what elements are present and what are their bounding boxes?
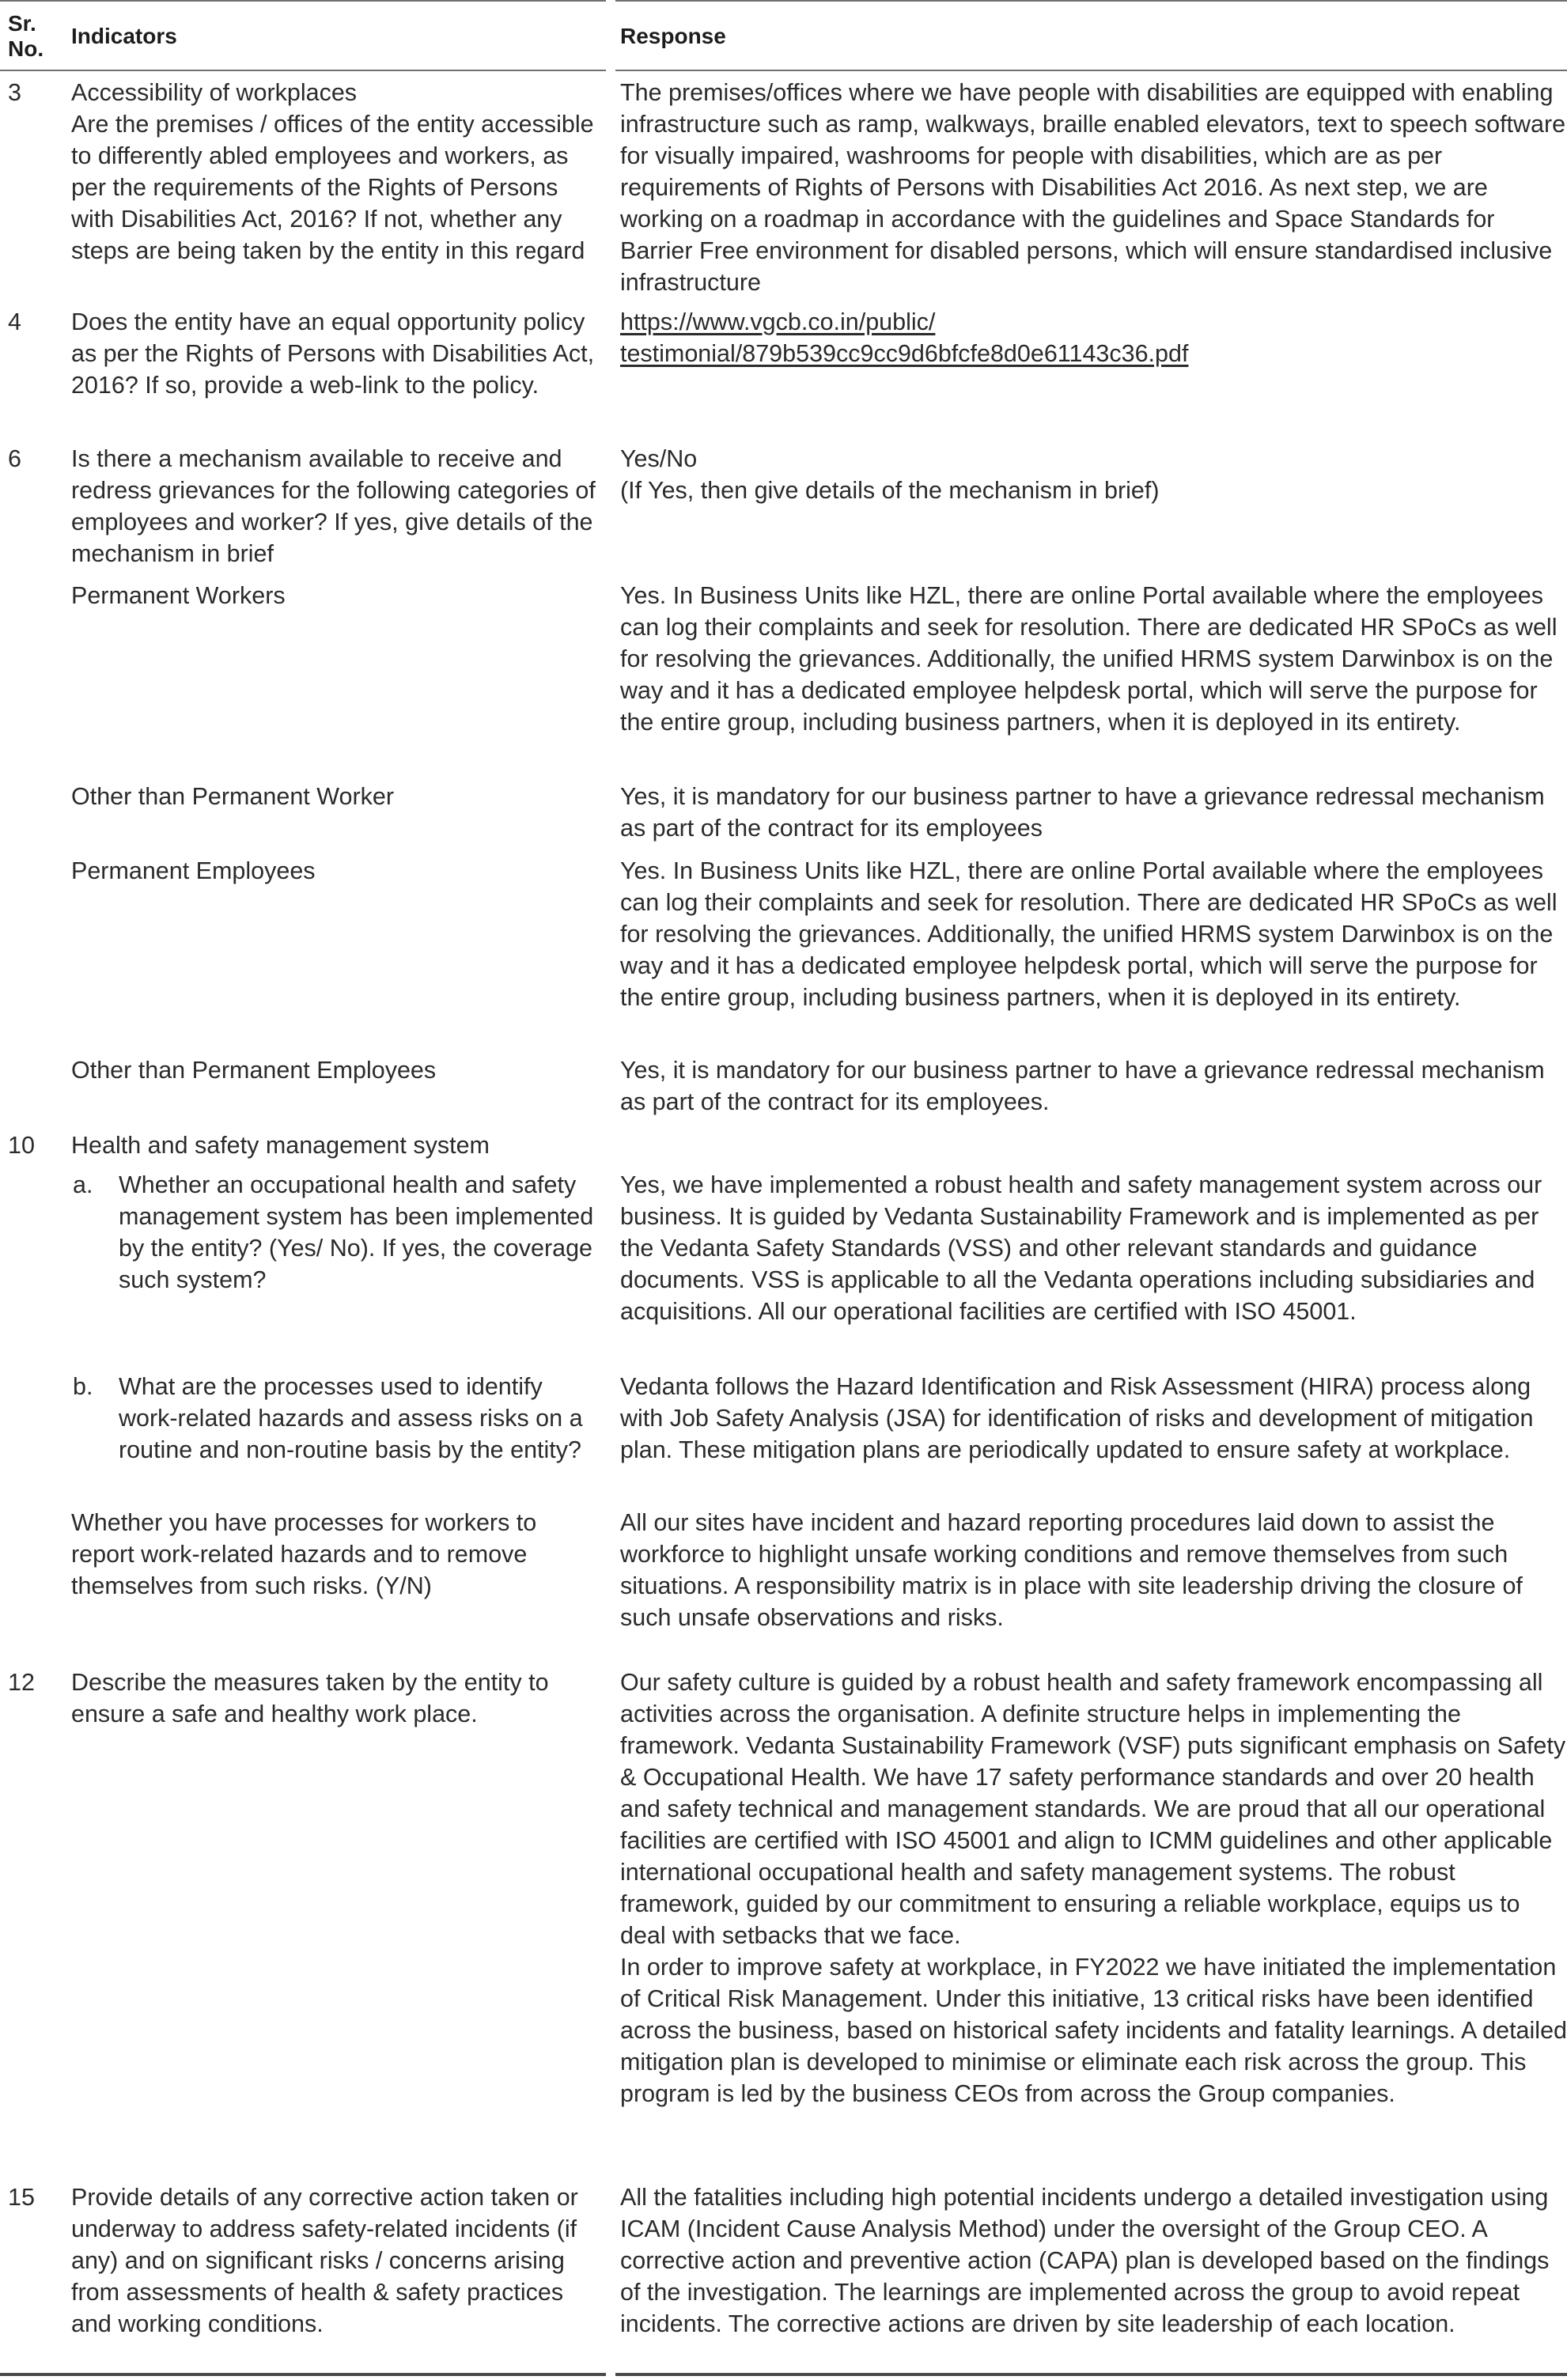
header-rule-left <box>0 70 606 71</box>
sub-item-letter: a. <box>73 1171 93 1198</box>
indicator-cell: Is there a mechanism available to receive and redress grievances for the following categories of employees and worker? If yes, give details of the mechanism in brief <box>71 445 596 567</box>
indicator-cell: Whether you have processes for workers to report work-related hazards and to remove themselves from such risks. (Y/N) <box>71 1509 537 1599</box>
response-cell: Yes, we have implemented a robust health and safety management system across our business. It is guided by Vedanta Sustainability Framework and is implemented as per the Vedanta Safety Standards (VSS) and other relevant standards and guidance documents. VSS is applicable to all the Vedanta operations including subsidiaries and acquisitions. All our operational facilities are certified with ISO 45001. <box>620 1171 1542 1325</box>
response-cell <box>620 306 1567 369</box>
header-response: Response <box>620 24 726 48</box>
row-number: 12 <box>8 1669 35 1696</box>
indicator-cell: Permanent Workers <box>71 582 286 609</box>
response-cell <box>620 443 1567 506</box>
sub-item-letter: b. <box>73 1373 93 1400</box>
indicator-cell: Provide details of any corrective action taken or underway to address safety-related incidents (if any) and on significant risks / concerns arising from assessments of health & safety practices and working conditions. <box>71 2184 578 2337</box>
indicator-cell: What are the processes used to identify work-related hazards and assess risks on a routine and non-routine basis by the entity? <box>119 1373 583 1463</box>
response-cell: Yes, it is mandatory for our business partner to have a grievance redressal mechanism as part of the contract for its employees <box>620 783 1545 842</box>
bottom-rule-left <box>0 2373 606 2376</box>
response-cell: The premises/offices where we have people with disabilities are equipped with enabling infrastructure such as ramp, walkways, braille enabled elevators, text to speech software for visually impaired, washrooms for people with disabilities, which are as per requirements of Rights of Persons with Disabilities Act 2016. As next step, we are working on a roadmap in accordance with the guidelines and Space Standards for Barrier Free environment for disabled persons, which will ensure standardised inclusive infrastructure <box>620 79 1566 296</box>
response-cell: Yes. In Business Units like HZL, there are online Portal available where the employees can log their complaints and seek for resolution. There are dedicated HR SPoCs as well for resolving the grievances. Additionally, the unified HRMS system Darwinbox is on the way and it has a dedicated employee helpdesk portal, which will serve the purpose for the entire group, including business partners, when it is deployed in its entirety. <box>620 857 1558 1011</box>
top-rule-left <box>0 0 606 2</box>
row-number: 15 <box>8 2184 35 2211</box>
indicator-cell: Other than Permanent Worker <box>71 783 394 810</box>
indicator-cell: Permanent Employees <box>71 857 316 884</box>
response-paragraph: In order to improve safety at workplace, in FY2022 we have initiated the implementation of Critical Risk Management. Under this initiative, 13 critical risks have been identified across the business, based on historical safety incidents and fatality learnings. A detailed mitigation plan is developed to minimise or eliminate each risk across the group. This program is led by the business CEOs from across the Group companies. <box>620 1954 1567 2107</box>
row-number: 10 <box>8 1132 35 1159</box>
indicator-cell: Health and safety management system <box>71 1132 490 1159</box>
header-indicators: Indicators <box>71 24 177 48</box>
indicator-text: Are the premises / offices of the entity accessible to differently abled employees and workers, as per the requirements of the Rights of Persons with Disabilities Act, 2016? If not, whether any steps are being taken by the entity in this regard <box>71 111 594 264</box>
response-cell: Vedanta follows the Hazard Identification and Risk Assessment (HIRA) process along with Job Safety Analysis (JSA) for identification of risks and development of mitigation plan. These mitigation plans are periodically updated to ensure safety at workplace. <box>620 1373 1534 1463</box>
indicator-cell: Describe the measures taken by the entity to ensure a safe and healthy work place. <box>71 1669 549 1727</box>
row-number: 6 <box>8 445 21 472</box>
policy-link-continued[interactable]: testimonial/879b539cc9cc9d6bfcfe8d0e61143c36.pdf <box>620 340 1189 367</box>
bottom-rule-right <box>615 2373 1567 2376</box>
header-rule-right <box>615 70 1567 71</box>
indicator-cell: Does the entity have an equal opportunity policy as per the Rights of Persons with Disabilities Act, 2016? If so, provide a web-link to the policy. <box>71 308 595 399</box>
response-cell: All the fatalities including high potential incidents undergo a detailed investigation using ICAM (Incident Cause Analysis Method) under the oversight of the Group CEO. A corrective action and preventive action (CAPA) plan is developed based on the findings of the investigation. The learnings are implemented across the group to avoid repeat incidents. The corrective actions are driven by site leadership of each location. <box>620 2184 1550 2337</box>
response-line: Yes/No <box>620 445 698 472</box>
response-cell: All our sites have incident and hazard reporting procedures laid down to assist the workforce to highlight unsafe working conditions and remove themselves from such situations. A responsibility matrix is in place with site leadership driving the closure of such unsafe observations and risks. <box>620 1509 1523 1631</box>
response-line: (If Yes, then give details of the mechanism in brief) <box>620 477 1160 504</box>
response-paragraph: Our safety culture is guided by a robust health and safety framework encompassing all activities across the organisation. A definite structure helps in implementing the framework. Vedanta Sustainability Framework (VSF) puts significant emphasis on Safety & Occupational Health. We have 17 safety performance standards and over 20 health and safety technical and management standards. We are proud that all our operational facilities are certified with ISO 45001 and align to ICMM guidelines and other applicable international occupational health and safety management systems. The robust framework, guided by our commitment to ensuring a reliable workplace, equips us to deal with setbacks that we face. <box>620 1669 1566 1949</box>
response-cell: Yes, it is mandatory for our business partner to have a grievance redressal mechanism as part of the contract for its employees. <box>620 1057 1545 1115</box>
policy-link[interactable]: https://www.vgcb.co.in/public/ <box>620 308 936 335</box>
indicator-cell: Other than Permanent Employees <box>71 1057 437 1084</box>
indicator-cell <box>71 77 601 267</box>
indicator-cell: Whether an occupational health and safety management system has been implemented by the entity? (Yes/ No). If yes, the coverage such system? <box>119 1171 594 1293</box>
row-number: 4 <box>8 308 21 335</box>
indicator-title: Accessibility of workplaces <box>71 79 358 106</box>
header-sr-no: Sr. No. <box>8 11 44 61</box>
response-cell <box>620 1667 1567 2109</box>
response-cell: Yes. In Business Units like HZL, there are online Portal available where the employees can log their complaints and seek for resolution. There are dedicated HR SPoCs as well for resolving the grievances. Additionally, the unified HRMS system Darwinbox is on the way and it has a dedicated employee helpdesk portal, which will serve the purpose for the entire group, including business partners, when it is deployed in its entirety. <box>620 582 1558 736</box>
row-number: 3 <box>8 79 21 106</box>
top-rule-right <box>615 0 1567 2</box>
